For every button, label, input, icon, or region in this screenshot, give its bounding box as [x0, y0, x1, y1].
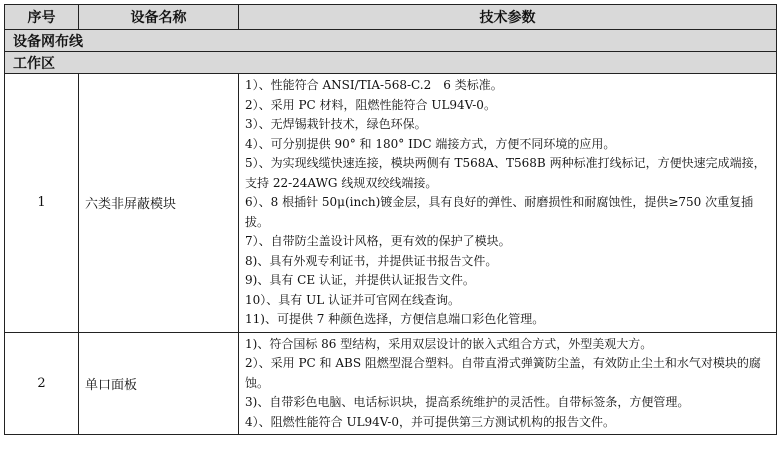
spec-item: 4）、阻燃性能符合 UL94V-0，并可提供第三方测试机构的报告文件。: [245, 414, 616, 429]
table-row: [5, 74, 777, 333]
section-category: 设备网布线: [5, 30, 777, 52]
header-spec: 技术参数: [239, 5, 777, 30]
spec-list: [245, 335, 770, 433]
spec-item: 10）、具有 UL 认证并可官网在线查询。: [245, 292, 460, 307]
spec-list: [245, 76, 770, 330]
header-row: [5, 5, 777, 30]
spec-item: 3)、自带彩色电脑、电话标识块，提高系统维护的灵活性。自带标签条，方便管理。: [245, 395, 690, 409]
device-name: 六类非屏蔽模块: [79, 74, 239, 333]
spec-cell: [239, 332, 777, 435]
spec-item: 2）、采用 PC 和 ABS 阻燃型混合塑料。自带直滑式弹簧防尘盖，有效防止尘土和水气对模块的腐蚀。: [245, 356, 761, 390]
header-name: 设备名称: [79, 5, 239, 30]
section-row-category: [5, 30, 777, 52]
device-name: 单口面板: [79, 332, 239, 435]
header-no: 序号: [5, 5, 79, 30]
spec-item: 8)、具有外观专利证书，并提供证书报告文件。: [245, 253, 498, 268]
spec-item: 4）、可分别提供 90° 和 180° IDC 端接方式，方便不同环境的应用。: [245, 136, 616, 151]
spec-item: 5）、为实现线缆快速连接，模块两侧有 T568A、T568B 两种标准打线标记，方便快速完成端接，支持 22-24AWG 线规双绞线端接。: [245, 156, 766, 190]
section-subcategory: 工作区: [5, 52, 777, 74]
spec-item: 9)、具有 CE 认证，并提供认证报告文件。: [245, 273, 475, 287]
table-row: [5, 332, 777, 435]
spec-table: [4, 4, 777, 435]
spec-item: 2）、采用 PC 材料，阻燃性能符合 UL94V-0。: [245, 97, 496, 112]
spec-item: 1）、性能符合 ANSI/TIA-568-C.2 6 类标准。: [245, 78, 503, 92]
row-number: 1: [5, 74, 79, 333]
spec-item: 3）、无焊锡栽针技术，绿色环保。: [245, 117, 427, 131]
row-number: 2: [5, 332, 79, 435]
section-row-subcategory: [5, 52, 777, 74]
spec-item: 11)、可提供 7 种颜色选择，方便信息端口彩色化管理。: [245, 312, 545, 326]
spec-cell: [239, 74, 777, 333]
spec-item: 6）、8 根插针 50μ(inch)镀金层，具有良好的弹性、耐磨损性和耐腐蚀性，提供≥750 次重复插拔。: [245, 195, 754, 229]
spec-item: 1)、符合国标 86 型结构，采用双层设计的嵌入式组合方式，外型美观大方。: [245, 336, 653, 351]
spec-item: 7）、自带防尘盖设计风格，更有效的保护了模块。: [245, 234, 511, 248]
